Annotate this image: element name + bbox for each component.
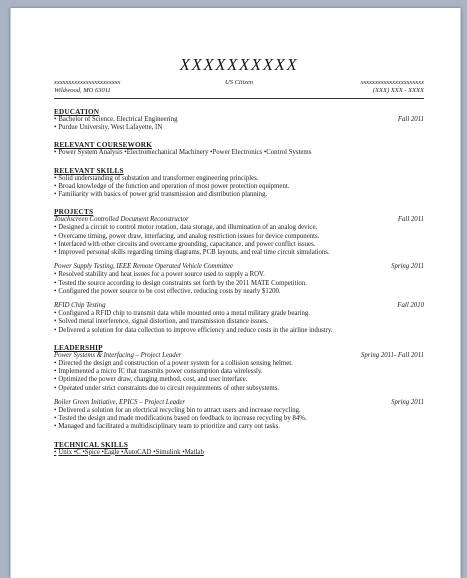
project-bullet: • Designed a circuit to control motor rotation, data storage, and illumination of an analog device. <box>54 224 424 232</box>
course-item: • Control Systems <box>262 149 311 156</box>
project-header <box>54 216 424 224</box>
tech-item: • Unix <box>54 449 72 456</box>
skills-section <box>54 167 424 200</box>
course-item: • Power Electronics <box>208 149 262 156</box>
leadership-bullet: • Operated under strict constraints due to circuit requirements of other subsystems. <box>54 385 424 393</box>
project-bullet: • Delivered a solution for data collection to improve efficiency and reduce costs in the airline industry. <box>54 327 424 335</box>
tech-item: • AutoCAD <box>119 449 151 456</box>
skills-title: RELEVANT SKILLS <box>54 166 124 175</box>
leadership-bullet: • Implemented a micro IC that transmits power consumption data wirelessly. <box>54 368 424 376</box>
education-title: EDUCATION <box>54 108 100 116</box>
tech-item: • Eagle <box>100 449 120 456</box>
leadership-header <box>54 399 424 407</box>
leadership-bullet: • Tested the design and made modifications based on feedback to increase recycling by 84%. <box>54 415 424 423</box>
education-date: Fall 2011 <box>397 116 424 123</box>
project-entry <box>54 263 424 296</box>
contact-mid <box>164 79 314 95</box>
leadership-name: Power Systems & Interfacing – Project Leader <box>54 351 182 359</box>
education-item <box>54 116 424 124</box>
project-bullet: • Configured a RFID chip to transmit data while mounted onto a metal military grade bearing. <box>54 310 424 318</box>
citizenship: US Citizen <box>225 79 253 86</box>
document-page <box>10 8 461 578</box>
technical-list <box>54 449 424 457</box>
leadership-section <box>54 344 424 432</box>
project-date: Fall 2010 <box>397 302 424 310</box>
contact-right-line1: xxxxxxxxxxxxxxxxxxxxxx <box>360 79 424 86</box>
project-date: Spring 2011 <box>391 263 424 271</box>
leadership-bullet: • Managed and facilitated a multidisciplinary team to prioritize and carry out tasks. <box>54 423 424 431</box>
leadership-header <box>54 352 424 360</box>
leadership-bullet: • Delivered a solution for an electrical recycling bin to attract users and increase recycling. <box>54 407 424 415</box>
project-entry <box>54 216 424 257</box>
project-name: Power Supply Testing, IEEE Remote Operated Vehicle Committee <box>54 263 234 271</box>
project-bullet: • Overcame timing, power draw, interfacing, and analog restriction issues for device components. <box>54 233 424 241</box>
projects-section <box>54 208 424 335</box>
contact-right-line2: (XXX) XXX - XXXX <box>372 87 424 94</box>
project-name: Touchscreen Controlled Document Reconstructor <box>54 216 189 224</box>
education-degree: • Bachelor of Science, Electrical Engineering <box>54 116 177 124</box>
leadership-date: Spring 2011- Fall 2011 <box>361 351 424 359</box>
coursework-list <box>54 149 424 157</box>
tech-item: • C <box>72 449 81 456</box>
skill-item: • Broad knowledge of the function and operation of most power protection equipment. <box>54 183 424 191</box>
education-school: • Purdue University, West Lafayette, IN <box>54 124 162 132</box>
project-bullet: • Resolved stability and heat issues for a power source used to supply a ROV. <box>54 271 424 279</box>
leadership-entry <box>54 399 424 432</box>
tech-item: • Spice <box>81 449 100 456</box>
course-item: • Power System Analysis <box>54 149 123 156</box>
project-bullet: • Solved metal interference, signal distortion, and transmission distance issues. <box>54 318 424 326</box>
header-divider <box>54 98 424 99</box>
resume-content <box>54 56 424 457</box>
coursework-title: RELEVANT COURSEWORK <box>54 141 152 150</box>
project-entry <box>54 302 424 335</box>
tech-item: • Matlab <box>181 449 204 456</box>
contact-left <box>54 79 164 95</box>
project-header <box>54 302 424 310</box>
projects-title: PROJECTS <box>54 208 94 217</box>
technical-section <box>54 441 424 457</box>
contact-row <box>54 79 424 95</box>
project-date: Fall 2011 <box>397 216 424 224</box>
skill-item: • Familiarity with basics of power grid transmission and distribution planning. <box>54 191 424 199</box>
technical-title: TECHNICAL SKILLS <box>54 440 129 449</box>
project-name: RFID Chip Testing <box>54 302 106 310</box>
leadership-date: Spring 2011 <box>391 398 424 406</box>
leadership-name: Boiler Green Initiative, EPICS – Project Leader <box>54 398 186 406</box>
project-bullet: • Configured the power source to be cost effective, reducing costs by nearly $1200. <box>54 288 424 296</box>
leadership-bullet: • Optimized the power draw, charging method, cost, and user interface. <box>54 376 424 384</box>
contact-left-line1: xxxxxxxxxxxxxxxxxxxxxxx <box>54 79 121 86</box>
project-bullet: • Tested the source according to design constraints set forth by the 2011 MATE Competition. <box>54 280 424 288</box>
project-header <box>54 263 424 271</box>
education-item <box>54 124 424 132</box>
candidate-name: XXXXXXXXXX <box>179 55 299 74</box>
course-item: • Electromechanical Machinery <box>123 149 209 156</box>
contact-left-line2: Wildwood, MO 63011 <box>54 87 111 94</box>
project-bullet: • Improved personal skills regarding timing diagrams, PCB layouts, and real time circuit simulations. <box>54 249 424 257</box>
leadership-bullet: • Directed the design and construction of a power system for a collision sensing helmet. <box>54 360 424 368</box>
leadership-title: LEADERSHIP <box>54 343 103 352</box>
leadership-entry <box>54 352 424 393</box>
coursework-section <box>54 141 424 157</box>
skill-item: • Solid understanding of substation and transformer engineering principles. <box>54 175 424 183</box>
contact-right <box>314 79 424 95</box>
project-bullet: • Interfaced with other circuits and overcame grounding, capacitance, and power conflict issues. <box>54 241 424 249</box>
tech-item: • Simulink <box>151 449 180 456</box>
education-section <box>54 108 424 132</box>
